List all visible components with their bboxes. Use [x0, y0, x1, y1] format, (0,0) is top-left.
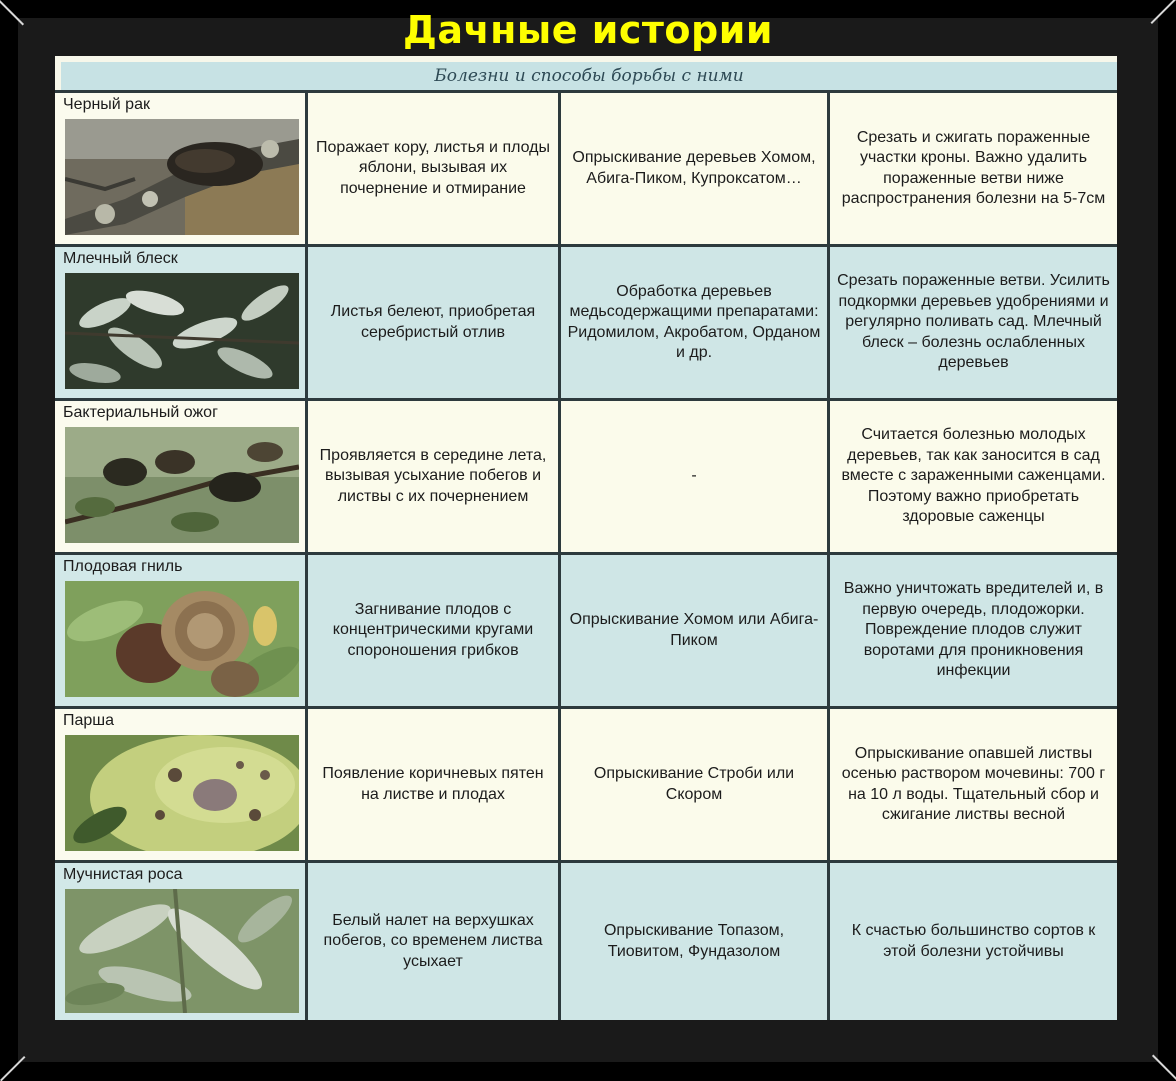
fruit-rot-photo — [65, 581, 299, 697]
fire-blight-photo — [65, 427, 299, 543]
disease-name: Плодовая гниль — [63, 558, 183, 575]
disease-name: Млечный блеск — [63, 250, 178, 267]
symptoms-cell: Поражает кору, листья и плоды яблони, вызывая их почернение и отмирание — [308, 93, 558, 244]
symptoms-cell: Листья белеют, приобретая серебристый отлив — [308, 247, 558, 398]
notes-cell: Важно уничтожать вредителей и, в первую очередь, плодожорки. Повреждение плодов служит воротами для проникновения инфекции — [830, 555, 1117, 706]
treatment-cell: Обработка деревьев медьсодержащими препаратами: Ридомилом, Акробатом, Орданом и др. — [561, 247, 827, 398]
treatment-cell: - — [561, 401, 827, 552]
symptoms-cell: Появление коричневых пятен на листве и плодах — [308, 709, 558, 860]
disease-table — [55, 56, 1117, 1020]
grid-line — [55, 244, 1117, 247]
black-canker-photo — [65, 119, 299, 235]
disease-cell — [55, 247, 305, 398]
silver-leaf-photo — [65, 273, 299, 389]
disease-cell — [55, 555, 305, 706]
table-row — [55, 555, 1117, 706]
grid-line — [305, 90, 308, 1020]
grid-line — [55, 860, 1117, 863]
disease-cell — [55, 93, 305, 244]
table-header: Болезни и способы борьбы с ними — [61, 62, 1117, 90]
disease-cell — [55, 709, 305, 860]
grid-line — [55, 552, 1117, 555]
disease-name: Парша — [63, 712, 115, 729]
scab-photo — [65, 735, 299, 851]
grid-line — [55, 90, 1117, 93]
symptoms-cell: Проявляется в середине лета, вызывая усыхание побегов и листвы с их почернением — [308, 401, 558, 552]
powdery-mildew-photo — [65, 889, 299, 1013]
disease-name: Бактериальный ожог — [63, 404, 218, 421]
table-row — [55, 709, 1117, 860]
notes-cell: К счастью большинство сортов к этой болезни устойчивы — [830, 863, 1117, 1020]
treatment-cell: Опрыскивание деревьев Хомом, Абига-Пиком, Купроксатом… — [561, 93, 827, 244]
notes-cell: Срезать пораженные ветви. Усилить подкормки деревьев удобрениями и регулярно поливать сад. Млечный блеск – болезнь ослабленных деревьев — [830, 247, 1117, 398]
notes-cell: Считается болезнью молодых деревьев, так как заносится в сад вместе с зараженными саженцами. Поэтому важно приобретать здоровые саженцы — [830, 401, 1117, 552]
page-title: Дачные истории — [403, 8, 773, 52]
notes-cell: Срезать и сжигать пораженные участки кроны. Важно удалить пораженные ветви ниже распространения болезни на 5-7см — [830, 93, 1117, 244]
table-row — [55, 863, 1117, 1020]
disease-name: Мучнистая роса — [63, 866, 183, 883]
grid-line — [827, 90, 830, 1020]
table-row — [55, 93, 1117, 244]
grid-line — [558, 90, 561, 1020]
table-row — [55, 401, 1117, 552]
notes-cell: Опрыскивание опавшей листвы осенью раствором мочевины: 700 г на 10 л воды. Тщательный сбор и сжигание листвы весной — [830, 709, 1117, 860]
disease-name: Черный рак — [63, 96, 150, 113]
grid-line — [55, 398, 1117, 401]
symptoms-cell: Белый налет на верхушках побегов, со временем листва усыхает — [308, 863, 558, 1020]
symptoms-cell: Загнивание плодов с концентрическими кругами спороношения грибков — [308, 555, 558, 706]
disease-cell — [55, 401, 305, 552]
table-row — [55, 247, 1117, 398]
grid-line — [55, 706, 1117, 709]
disease-cell — [55, 863, 305, 1020]
treatment-cell: Опрыскивание Строби или Скором — [561, 709, 827, 860]
treatment-cell: Опрыскивание Топазом, Тиовитом, Фундазолом — [561, 863, 827, 1020]
treatment-cell: Опрыскивание Хомом или Абига-Пиком — [561, 555, 827, 706]
